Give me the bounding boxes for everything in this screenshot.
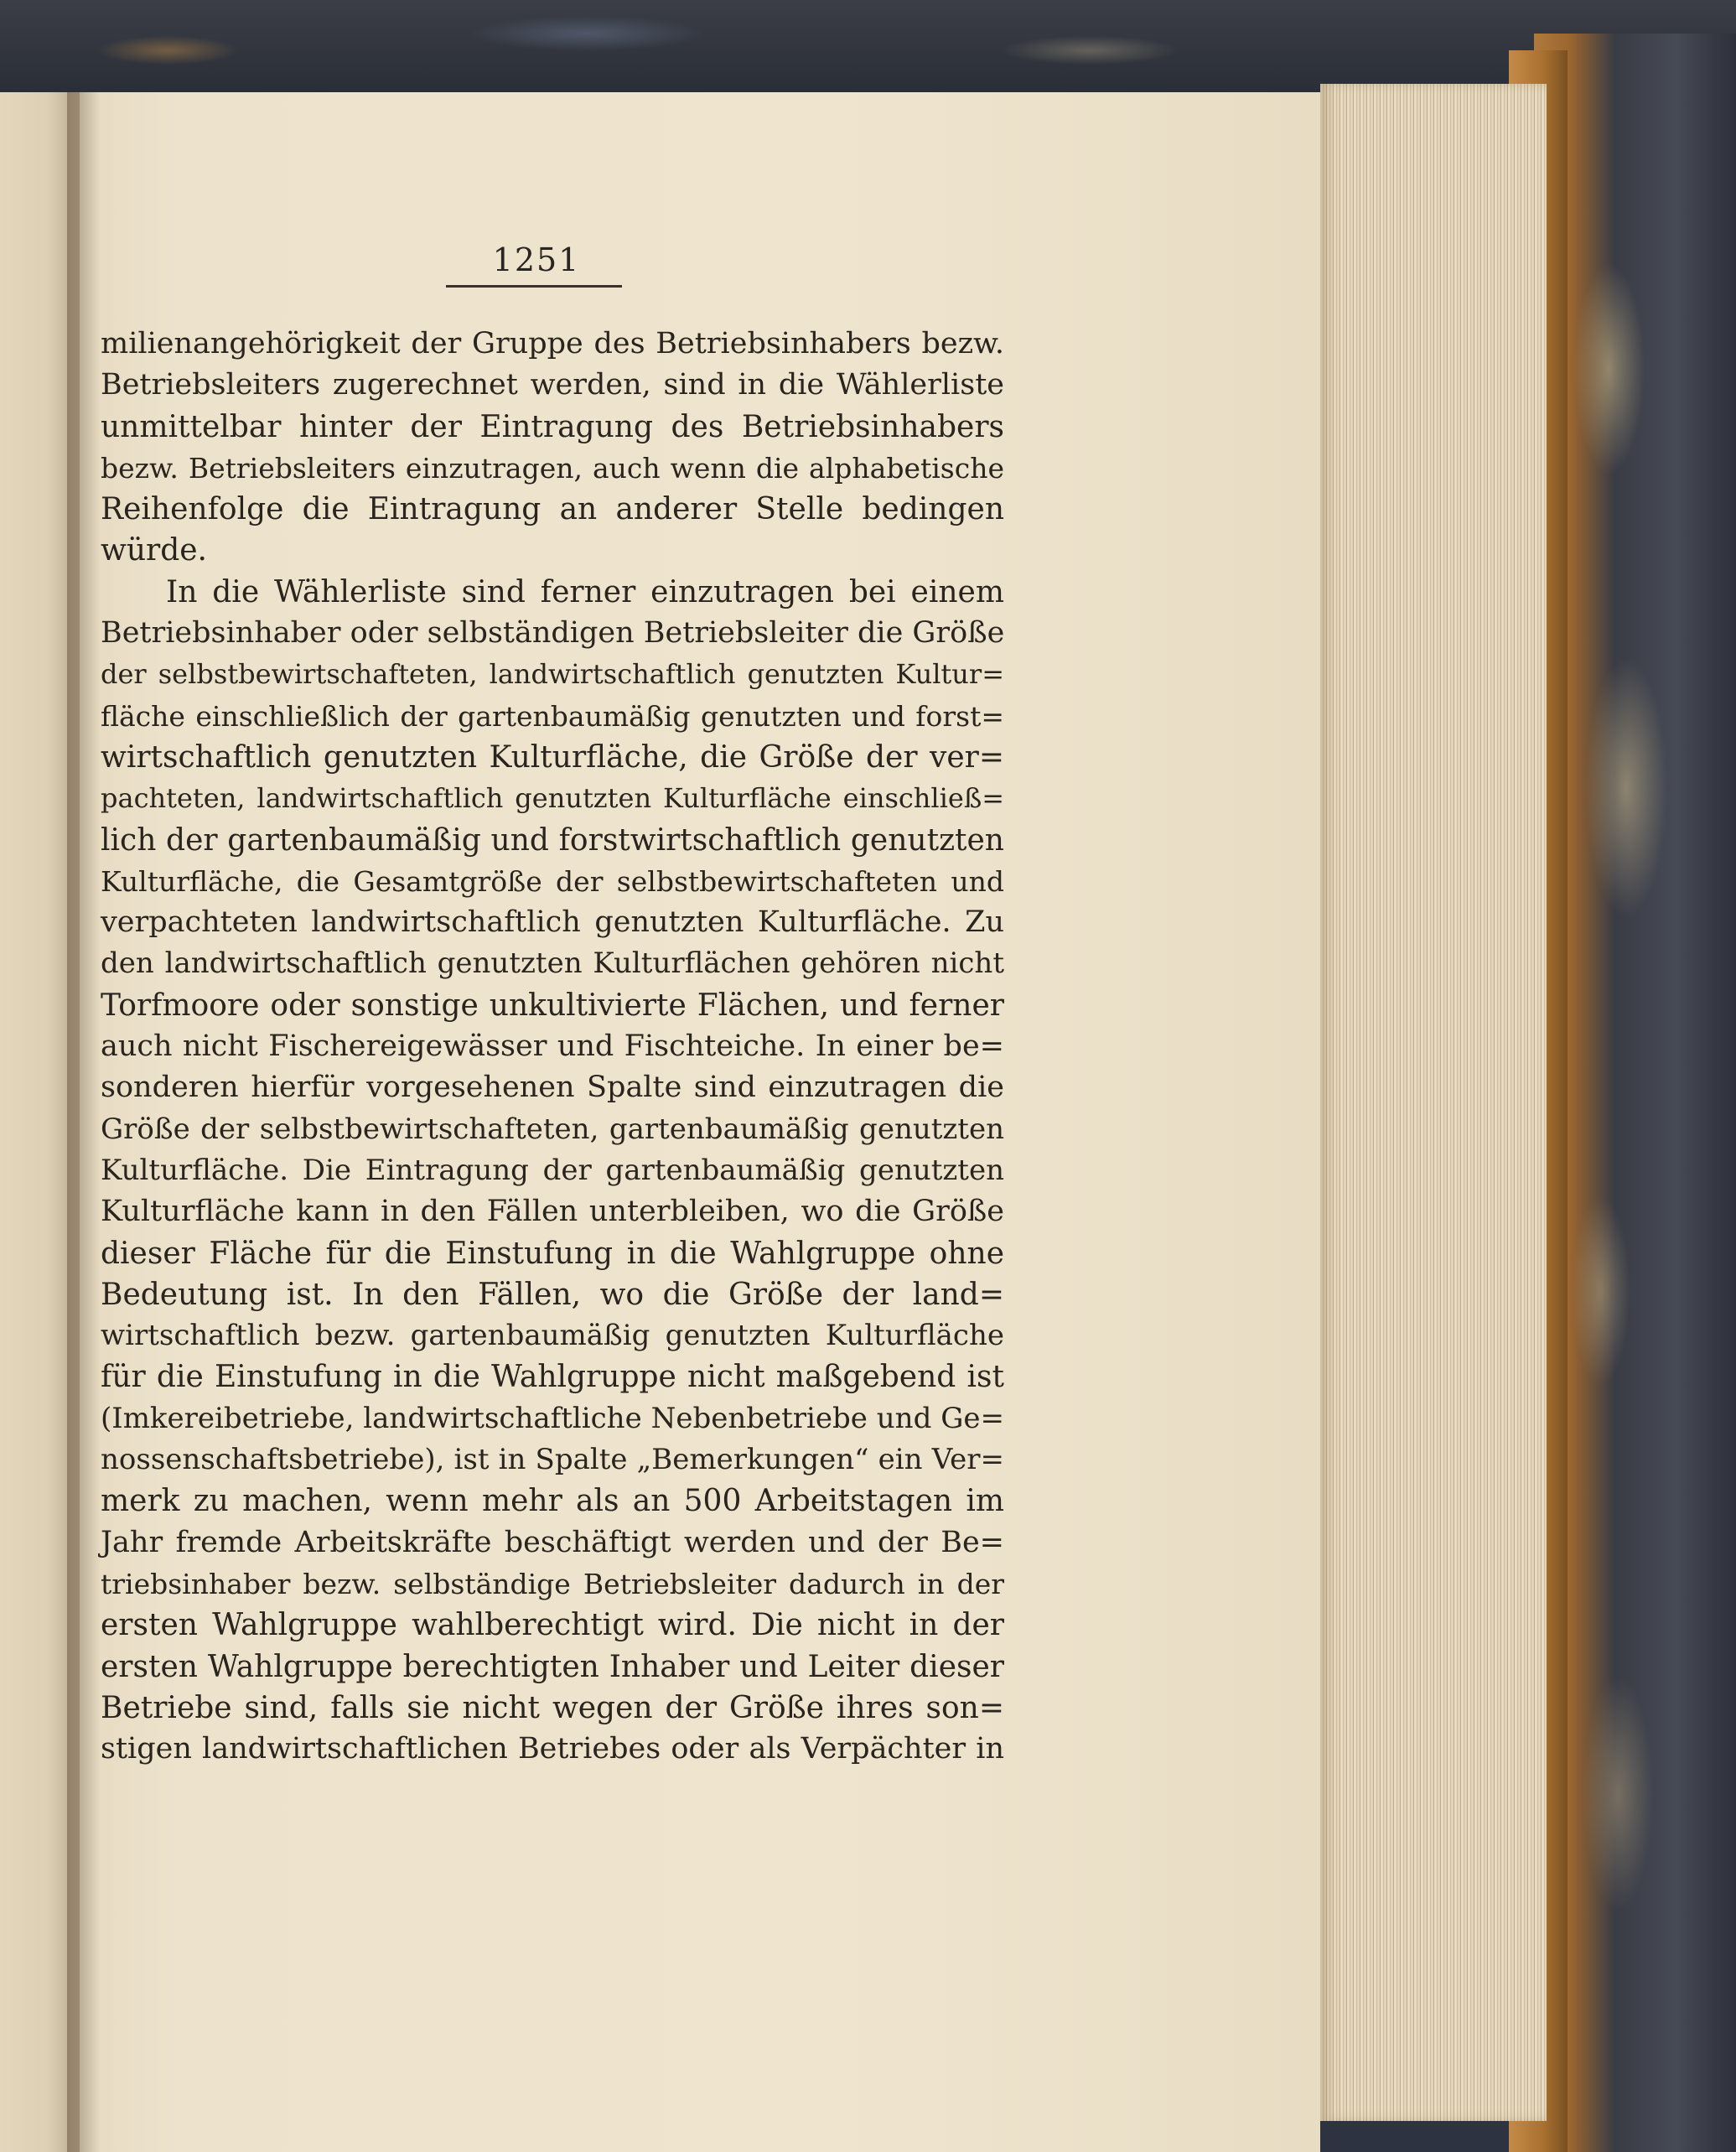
text-line: Größe der selbstbewirtschafteten, gartenbaumäßig genutzten [101, 1112, 1004, 1146]
text-line: Betriebsleiters zugerechnet werden, sind in die Wählerliste [101, 368, 1004, 402]
text-line: milienangehörigkeit der Gruppe des Betriebsinhabers bezw. [101, 327, 1004, 360]
text-line: nossenschaftsbetriebe), ist in Spalte „Bemerkungen“ ein Ver= [101, 1443, 1004, 1477]
text-line: Bedeutung ist. In den Fällen, wo die Größe der land= [101, 1277, 1004, 1312]
text-line: Betriebe sind, falls sie nicht wegen der Größe ihres son= [101, 1690, 1004, 1725]
text-line: triebsinhaber bezw. selbständige Betriebsleiter dadurch in der [101, 1567, 1004, 1600]
text-line: wirtschaftlich genutzten Kulturfläche, die Größe der ver= [101, 739, 1004, 775]
text-line: der selbstbewirtschafteten, landwirtschaftlich genutzten Kultur= [101, 658, 1004, 691]
text-line: verpachteten landwirtschaftlich genutzten Kulturfläche. Zu [101, 905, 1004, 940]
text-line: ersten Wahlgruppe wahlberechtigt wird. Die nicht in der [101, 1608, 1004, 1643]
text-line: Kulturfläche kann in den Fällen unterbleiben, wo die Größe [101, 1195, 1004, 1229]
body-text [101, 324, 1004, 1770]
text-line: auch nicht Fischereigewässer und Fischteiche. In einer be= [101, 1029, 1004, 1064]
text-line: (Imkereibetriebe, landwirtschaftliche Nebenbetriebe und Ge= [101, 1401, 1004, 1435]
text-line: für die Einstufung in die Wahlgruppe nicht maßgebend ist [101, 1360, 1004, 1395]
text-line: dieser Fläche für die Einstufung in die Wahlgruppe ohne [101, 1236, 1004, 1271]
text-line: fläche einschließlich der gartenbaumäßig genutzten und forst= [101, 699, 1004, 733]
text-line: sonderen hierfür vorgesehenen Spalte sind einzutragen die [101, 1071, 1004, 1105]
page-edges-stack [1320, 84, 1547, 2121]
text-line: pachteten, landwirtschaftlich genutzten Kulturfläche einschließ= [101, 782, 1004, 815]
text-line: Kulturfläche, die Gesamtgröße der selbstbewirtschafteten und [101, 864, 1004, 898]
text-line: Torfmoore oder sonstige unkultivierte Flächen, und ferner [101, 988, 1004, 1023]
text-line: stigen landwirtschaftlichen Betriebes oder als Verpächter in [101, 1732, 1004, 1766]
page-number-rule [446, 285, 622, 288]
text-line: Jahr fremde Arbeitskräfte beschäftigt werden und der Be= [101, 1525, 1004, 1559]
text-line: Reihenfolge die Eintragung an anderer Stelle bedingen [101, 492, 1004, 527]
text-line: In die Wählerliste sind ferner einzutragen bei einem [166, 574, 1004, 609]
text-line: ersten Wahlgruppe berechtigten Inhaber und Leiter dieser [101, 1649, 1004, 1684]
text-line: unmittelbar hinter der Eintragung des Betriebsinhabers [101, 409, 1004, 444]
text-line: Kulturfläche. Die Eintragung der gartenbaumäßig genutzten [101, 1153, 1004, 1187]
page-number: 1251 [492, 241, 581, 278]
text-line: Betriebsinhaber oder selbständigen Betriebsleiter die Größe [101, 616, 1005, 651]
text-line: lich der gartenbaumäßig und forstwirtschaftlich genutzten [101, 822, 1004, 858]
text-line: bezw. Betriebsleiters einzutragen, auch wenn die alphabetische [101, 451, 1004, 485]
marbled-cover-top [0, 0, 1736, 92]
text-line: wirtschaftlich bezw. gartenbaumäßig genutzten Kulturfläche [101, 1319, 1004, 1353]
text-line: merk zu machen, wenn mehr als an 500 Arbeitstagen im [101, 1484, 1004, 1519]
page-gutter-shadow [67, 92, 101, 2152]
text-line: den landwirtschaftlich genutzten Kulturflächen gehören nicht [101, 946, 1004, 981]
text-line: würde. [101, 533, 208, 568]
